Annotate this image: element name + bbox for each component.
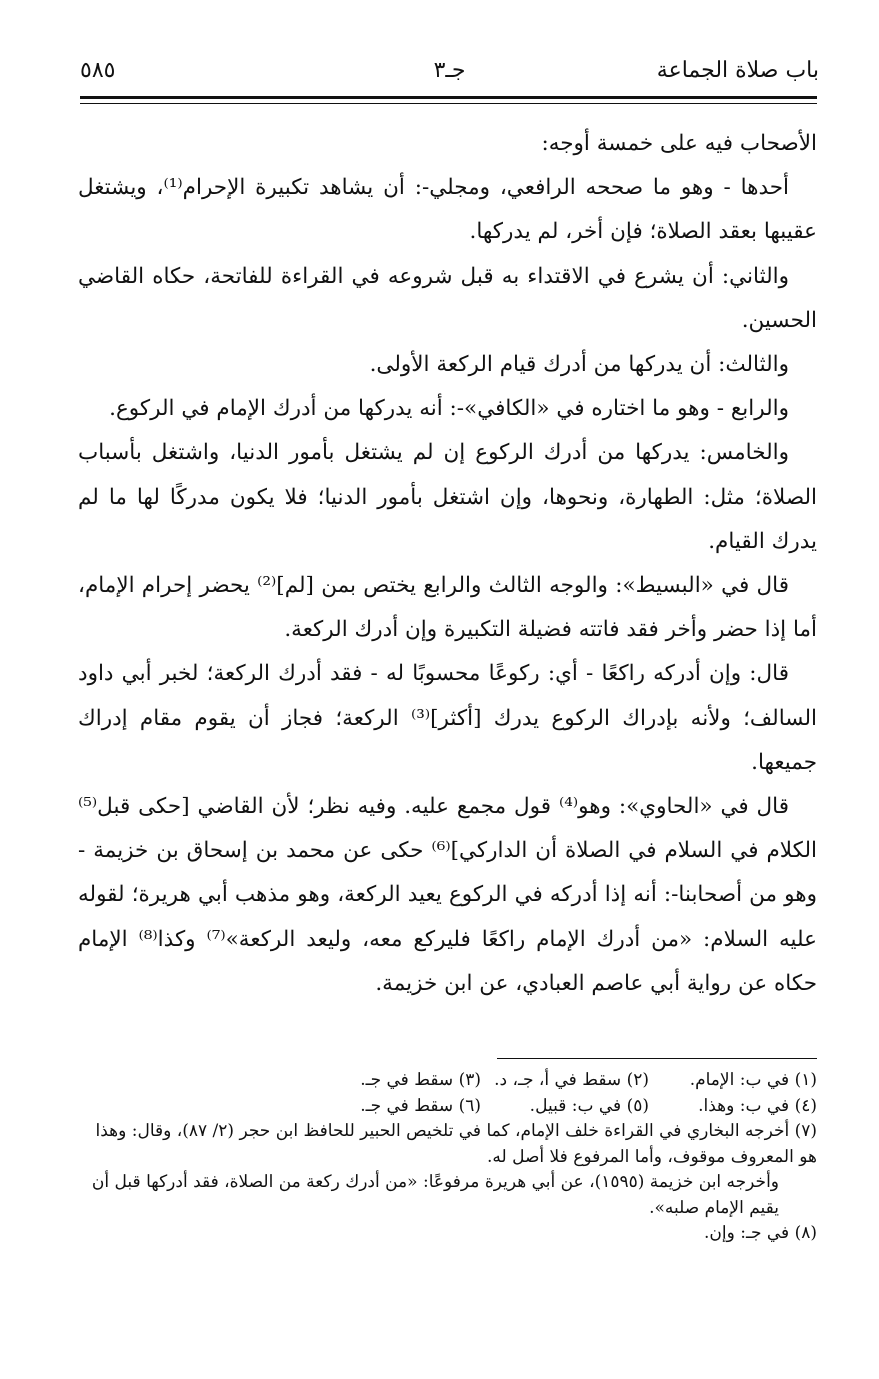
footnote: (٦) سقط في جـ. bbox=[360, 1095, 481, 1116]
header-rule-thick bbox=[80, 96, 817, 99]
footnotes bbox=[78, 1068, 817, 1247]
paragraph: أحدها - وهو ما صححه الرافعي، ومجلي-: أن يشاهد تكبيرة الإحرام⁽¹⁾، ويشتغل عقيبها بعقد الصلاة؛ فإن أخر، لم يدركها. bbox=[78, 175, 817, 245]
page-header bbox=[80, 58, 819, 94]
footnote: (٤) في ب: وهذا. bbox=[698, 1095, 817, 1116]
footnote-row bbox=[78, 1094, 817, 1120]
footnote-continuation: وأخرجه ابن خزيمة (١٥٩٥)، عن أبي هريرة مرفوعًا: «من أدرك ركعة من الصلاة، فقد أدركها قبل أن يقيم الإمام صلبه». bbox=[91, 1172, 779, 1218]
paragraph: قال في «الحاوي»: وهو⁽⁴⁾ قول مجمع عليه. وفيه نظر؛ لأن القاضي [حكى قبل⁽⁵⁾ الكلام في السلام في الصلاة أن الداركي]⁽⁶⁾ حكى عن محمد بن إسحاق بن خزيمة - وهو من أصحابنا-: أنه إذا أدركه في الركوع يعيد الركعة، وهو مذهب أبي هريرة؛ لقوله عليه السلام: «من أدرك الإمام راكعًا فليركع معه، وليعد الركعة»⁽⁷⁾ وكذا⁽⁸⁾ الإمام حكاه عن رواية أبي عاصم العبادي، عن ابن خزيمة. bbox=[78, 794, 817, 996]
paragraph: والثالث: أن يدركها من أدرك قيام الركعة الأولى. bbox=[369, 352, 789, 378]
footnote: (١) في ب: الإمام. bbox=[689, 1070, 817, 1090]
footnote: (٥) في ب: قبيل. bbox=[529, 1095, 649, 1116]
footnote: (٧) أخرجه البخاري في القراءة خلف الإمام، كما في تلخيص الحبير للحافظ ابن حجر (٢/ ٨٧)، وقال: وهذا هو المعروف موقوف، وأما المرفوع فلا أصل له. bbox=[95, 1121, 817, 1167]
footnote: (٢) سقط في أ، جـ، د. bbox=[494, 1070, 649, 1090]
chapter-title: باب صلاة الجماعة bbox=[656, 58, 819, 83]
paragraph: والثاني: أن يشرع في الاقتداء به قبل شروعه في القراءة للفاتحة، حكاه القاضي الحسين. bbox=[78, 263, 817, 333]
paragraph: قال: وإن أدركه راكعًا - أي: ركوعًا محسوبًا له - فقد أدرك الركعة؛ لخبر أبي داود السالف؛ ولأنه بإدراك الركوع يدرك [أكثر]⁽³⁾ الركعة؛ فجاز أن يقوم مقام إدراك جميعها. bbox=[78, 661, 817, 775]
paragraph: الأصحاب فيه على خمسة أوجه: bbox=[541, 131, 817, 156]
page-number: ٥٨٥ bbox=[80, 58, 116, 83]
footnote-separator bbox=[497, 1058, 817, 1059]
volume-label: جـ٣ bbox=[433, 58, 466, 83]
paragraph: قال في «البسيط»: والوجه الثالث والرابع يختص بمن [لم]⁽²⁾ يحضر إحرام الإمام، أما إذا حضر وأخر فقد فاتته فضيلة التكبيرة وإن أدرك الركعة. bbox=[78, 573, 817, 643]
footnote: (٨) في جـ: وإن. bbox=[704, 1223, 817, 1243]
paragraph: والرابع - وهو ما اختاره في «الكافي»-: أنه يدركها من أدرك الإمام في الركوع. bbox=[109, 396, 789, 422]
main-text bbox=[78, 122, 817, 1006]
header-rule-thin bbox=[80, 103, 817, 104]
footnote: (٣) سقط في جـ. bbox=[360, 1070, 481, 1090]
paragraph: والخامس: يدركها من أدرك الركوع إن لم يشتغل بأمور الدنيا، واشتغل بأسباب الصلاة؛ مثل: الطهارة، ونحوها، وإن اشتغل بأمور الدنيا؛ فلا يكون مدركًا لها ما لم يدرك القيام. bbox=[78, 440, 817, 554]
footnote-row bbox=[78, 1068, 817, 1094]
